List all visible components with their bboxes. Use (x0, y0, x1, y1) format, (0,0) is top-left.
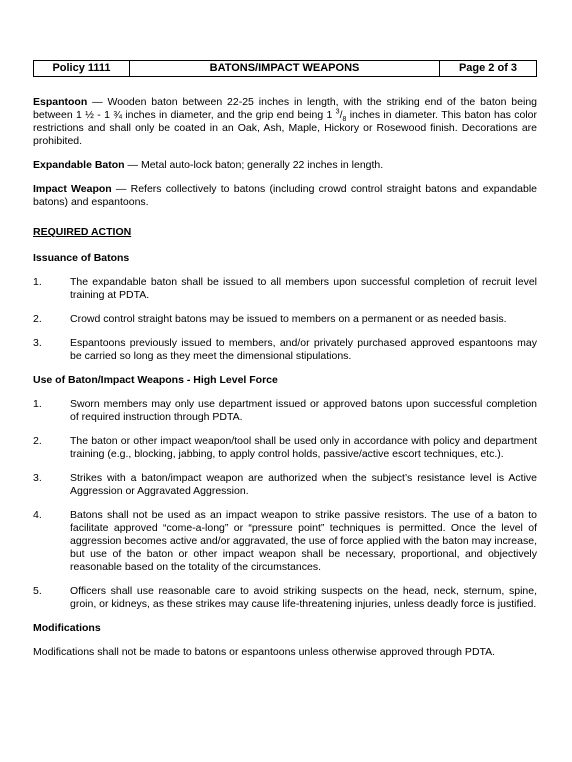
list-number: 1. (33, 398, 42, 410)
policy-number: Policy 1111 (34, 61, 130, 76)
list-text: The baton or other impact weapon/tool shall be used only in accordance with policy and department training (e.g., blocking, jabbing, to apply control holds, passive/active escort techniques, etc.). (70, 435, 537, 460)
list-number: 2. (33, 435, 42, 447)
list-text: Crowd control straight batons may be issued to members on a permanent or as needed basis. (70, 313, 507, 325)
subheading-use-of-baton: Use of Baton/Impact Weapons - High Level Force (33, 374, 278, 386)
definition-impact-weapon (33, 183, 537, 209)
subheading-modifications: Modifications (33, 622, 101, 634)
definition-text: — Metal auto-lock baton; generally 22 inches in length. (124, 159, 384, 171)
list-item (33, 313, 537, 326)
subheading-issuance: Issuance of Batons (33, 252, 130, 264)
list-text: Officers shall use reasonable care to avoid striking suspects on the head, neck, sternum, spine, groin, or kidneys, as these strikes may cause life-threatening injuries, unless deadly force is justified. (70, 585, 537, 610)
list-number: 5. (33, 585, 42, 597)
definition-term: Expandable Baton (33, 159, 125, 171)
list-text: Strikes with a baton/impact weapon are authorized when the subject’s resistance level is Active Aggression or Aggravated Aggression. (70, 472, 537, 497)
definition-espantoon: Espantoon — Wooden baton between 22-25 inches in length, with the striking end of the baton being between 1 ½ - 1 ¾ inches in diameter, and the grip end being 1 $^3/_8$ inches in diameter. This baton has color restrictions and shall only be coated in an Oak, Ash, Maple, Hickory or Rosewood finish. Decorations are prohibited. (33, 96, 537, 147)
definition-text: — Refers collectively to batons (including crowd control straight batons and expandable batons) and espantoons. (33, 183, 537, 208)
document-body (33, 96, 537, 670)
list-item (33, 435, 537, 461)
definition-term: Impact Weapon (33, 183, 112, 195)
list-number: 2. (33, 313, 42, 325)
list-item (33, 276, 537, 302)
section-heading-required-action: REQUIRED ACTION (33, 226, 132, 238)
definition-term: Espantoon (33, 96, 88, 108)
list-item (33, 585, 537, 611)
list-item (33, 398, 537, 424)
modifications-text: Modifications shall not be made to batons or espantoons unless otherwise approved through PDTA. (33, 646, 496, 658)
list-item (33, 337, 537, 363)
list-text: The expandable baton shall be issued to all members upon successful completion of recruit level training at PDTA. (70, 276, 537, 301)
list-text: Batons shall not be used as an impact weapon to strike passive resistors. The use of a baton to facilitate approved “come-a-long” or “pressure point” techniques is permitted. Once the level of aggression becomes active and/or aggravated, the use of force applied with the baton may increase, but use of the baton or other impact weapon shall be necessary, proportional, and objectively reasonable based on the totality of the circumstances. (70, 509, 537, 573)
definition-expandable-baton (33, 159, 537, 172)
definition-text: inches in diameter. This baton has color restrictions and shall only be coated in an Oak, Ash, Maple, Hickory or Rosewood finish. Decorations are prohibited. (33, 109, 537, 147)
list-number: 1. (33, 276, 42, 288)
list-item (33, 472, 537, 498)
policy-title: BATONS/IMPACT WEAPONS (130, 61, 440, 76)
definition-text: — Wooden baton between 22-25 inches in length, with the striking end of the baton being between 1 ½ - 1 ¾ inches in diameter, and the grip end being 1 (33, 96, 537, 121)
page-number: Page 2 of 3 (458, 62, 518, 74)
list-text: Espantoons previously issued to members, and/or privately purchased approved espantoons may be carried so long as they meet the dimensional stipulations. (70, 337, 537, 362)
list-text: Sworn members may only use department issued or approved batons upon successful completion of required instruction through PDTA. (70, 398, 537, 423)
list-item (33, 509, 537, 574)
list-number: 3. (33, 337, 42, 349)
policy-header-table (33, 60, 537, 77)
list-number: 4. (33, 509, 42, 521)
list-number: 3. (33, 472, 42, 484)
